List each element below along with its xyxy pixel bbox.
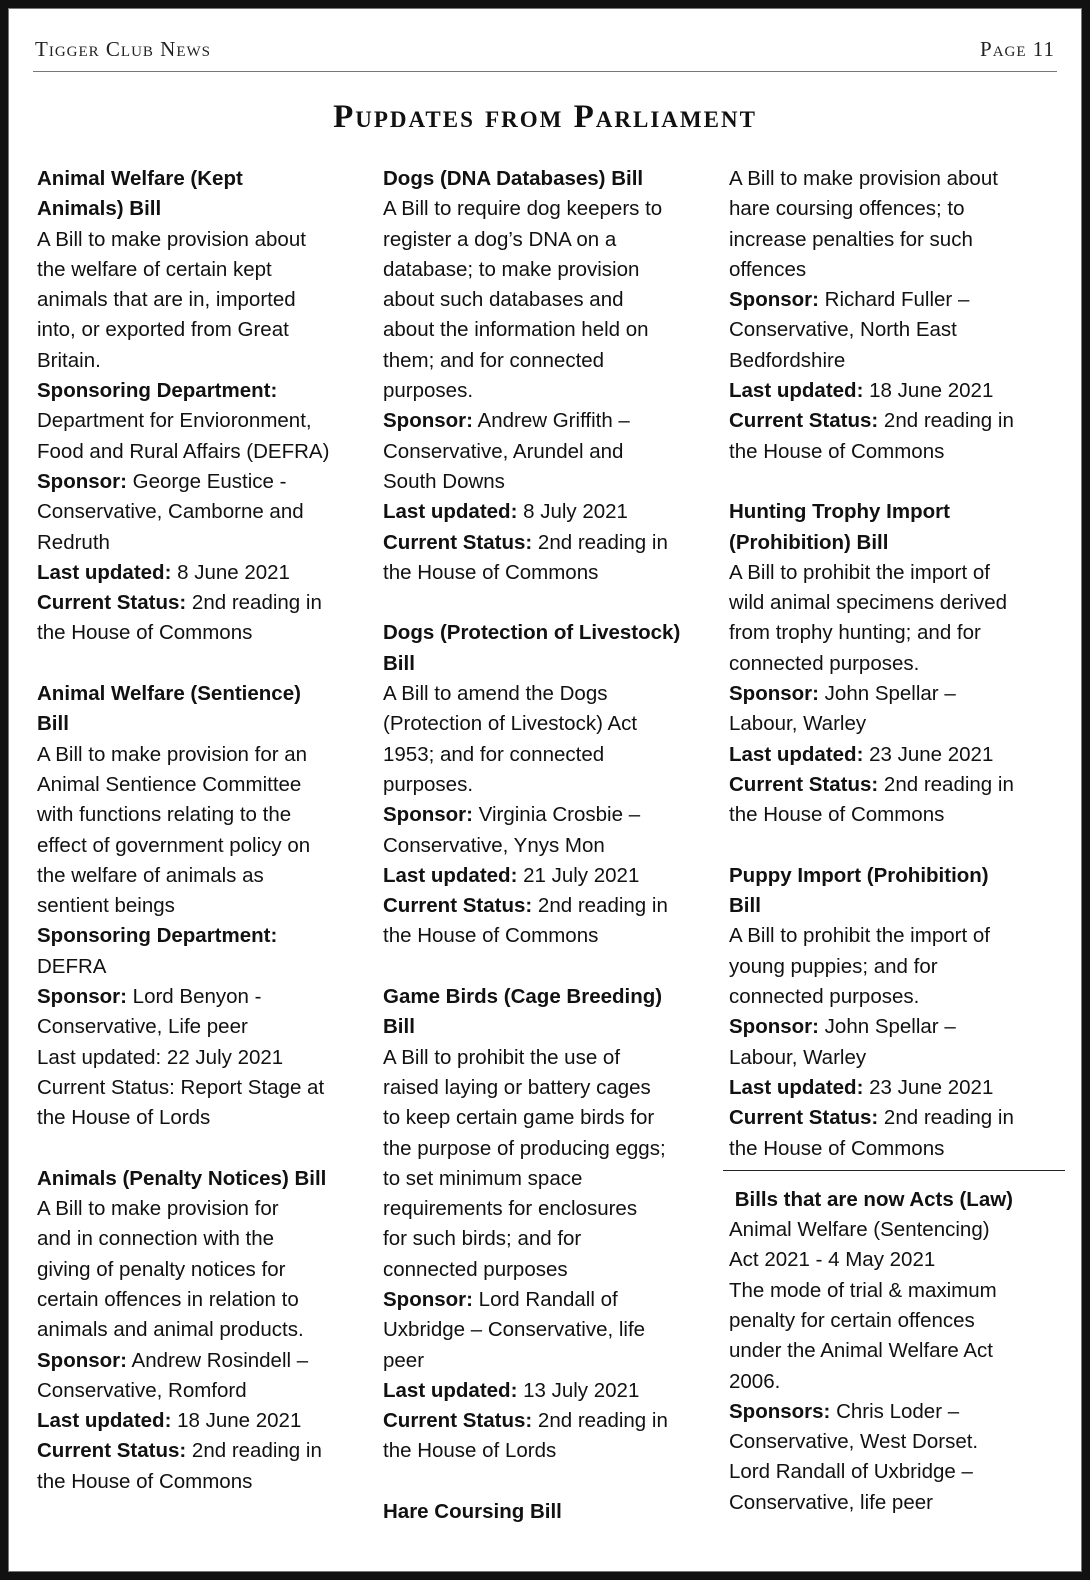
text-line: [383, 1043, 713, 1073]
line-text: Virginia Crosbie –: [472, 803, 641, 827]
line-text: Conservative, Camborne and: [37, 500, 304, 524]
line-text: 18 June 2021: [171, 1409, 302, 1433]
field-label: Current Status:: [383, 1409, 533, 1433]
text-line: [729, 1367, 1059, 1397]
line-text: Act 2021 - 4 May 2021: [729, 1248, 936, 1272]
line-text: A Bill to prohibit the import of: [729, 924, 990, 948]
line-text: young puppies; and for: [729, 954, 938, 978]
line-text: into, or exported from Great: [37, 318, 289, 342]
text-line: [37, 285, 367, 315]
line-text: Andrew Griffith –: [472, 409, 630, 433]
text-line: [729, 1488, 1059, 1518]
line-text: Animals (Penalty Notices) Bill: [37, 1166, 327, 1190]
text-line: [729, 164, 1059, 194]
text-line: [37, 1073, 367, 1103]
text-line: [729, 770, 1059, 800]
text-line: [729, 588, 1059, 618]
line-text: them; and for connected: [383, 348, 605, 372]
field-label: Current Status:: [729, 409, 879, 433]
line-text: Animal Welfare (Sentencing): [729, 1218, 990, 1242]
line-text: connected purposes.: [729, 651, 920, 675]
spacer: [729, 467, 1059, 497]
text-line: [37, 1436, 367, 1466]
line-text: purposes.: [383, 379, 474, 403]
text-line: [37, 740, 367, 770]
line-text: 2nd reading in: [878, 1106, 1014, 1130]
line-text: Lord Benyon -: [126, 985, 262, 1009]
line-text: offences: [729, 257, 807, 281]
line-text: Animal Welfare (Kept: [37, 167, 243, 190]
field-label: Last updated:: [37, 560, 172, 584]
line-text: the House of Commons: [729, 1136, 945, 1160]
text-line: [383, 497, 713, 527]
text-line: [729, 346, 1059, 376]
newsletter-page: [8, 8, 1082, 1572]
line-text: connected purposes: [383, 1257, 568, 1281]
text-line: [37, 1285, 367, 1315]
running-header: [33, 31, 1057, 72]
line-text: the House of Lords: [37, 1106, 211, 1130]
line-text: the welfare of animals as: [37, 863, 264, 887]
text-line: [37, 1043, 367, 1073]
text-line: [729, 315, 1059, 345]
bill-heading-line: [383, 982, 713, 1012]
line-text: 8 June 2021: [171, 560, 290, 584]
line-text: connected purposes.: [729, 985, 920, 1009]
text-line: [729, 982, 1059, 1012]
text-line: [729, 437, 1059, 467]
line-text: Conservative, North East: [729, 318, 957, 342]
spacer: [37, 1134, 367, 1164]
line-text: certain offences in relation to: [37, 1287, 299, 1311]
text-line: [729, 1245, 1059, 1275]
text-line: [729, 376, 1059, 406]
bill-heading-line: [383, 1497, 713, 1527]
bill-heading-line: [37, 194, 367, 224]
line-text: purposes.: [383, 772, 474, 796]
text-line: [729, 194, 1059, 224]
bill-heading-line: [37, 164, 367, 194]
line-text: hare coursing offences; to: [729, 197, 965, 221]
text-line: [383, 1103, 713, 1133]
line-text: for such birds; and for: [383, 1227, 582, 1251]
text-line: [383, 891, 713, 921]
text-line: [729, 1012, 1059, 1042]
line-text: Conservative, West Dorset.: [729, 1430, 979, 1454]
line-text: 2nd reading in: [532, 894, 668, 918]
text-line: [729, 649, 1059, 679]
line-text: A Bill to make provision about: [729, 167, 998, 190]
text-line: [383, 1376, 713, 1406]
line-text: (Protection of Livestock) Act: [383, 712, 638, 736]
text-line: [383, 740, 713, 770]
spacer: [729, 831, 1059, 861]
line-text: Game Birds (Cage Breeding): [383, 985, 663, 1009]
section-divider: [723, 1170, 1065, 1171]
field-label: Sponsor:: [37, 469, 127, 493]
line-text: Lord Randall of Uxbridge –: [729, 1460, 973, 1484]
text-line: [383, 1285, 713, 1315]
text-line: [383, 285, 713, 315]
text-line: [383, 558, 713, 588]
text-line: [383, 1134, 713, 1164]
text-line: [37, 952, 367, 982]
text-line: [37, 1224, 367, 1254]
line-text: database; to make provision: [383, 257, 640, 281]
line-text: from trophy hunting; and for: [729, 621, 981, 645]
line-text: Conservative, Romford: [37, 1378, 247, 1402]
line-text: A Bill to make provision about: [37, 227, 306, 251]
line-text: the House of Lords: [383, 1439, 557, 1463]
text-line: [37, 861, 367, 891]
field-label: Last updated:: [383, 863, 518, 887]
text-line: [729, 1043, 1059, 1073]
text-line: [383, 1073, 713, 1103]
line-text: 1953; and for connected: [383, 742, 605, 766]
text-line: [37, 770, 367, 800]
line-text: 2nd reading in: [532, 1409, 668, 1433]
line-text: Bill: [383, 651, 415, 675]
line-text: Chris Loder –: [830, 1399, 960, 1423]
text-line: [37, 346, 367, 376]
field-label: Last updated:: [729, 742, 864, 766]
text-line: [383, 1346, 713, 1376]
field-label: Last updated:: [37, 1409, 172, 1433]
line-text: requirements for enclosures: [383, 1197, 638, 1221]
line-text: Last updated: 22 July 2021: [37, 1045, 284, 1069]
line-text: John Spellar –: [818, 682, 956, 706]
line-text: Bedfordshire: [729, 348, 846, 372]
line-text: A Bill to make provision for an: [37, 742, 308, 766]
text-line: [37, 1103, 367, 1133]
text-line: [37, 406, 367, 436]
text-line: [729, 406, 1059, 436]
line-text: George Eustice -: [126, 469, 287, 493]
field-label: Current Status:: [729, 772, 879, 796]
line-text: (Prohibition) Bill: [729, 530, 889, 554]
line-text: the purpose of producing eggs;: [383, 1136, 666, 1160]
line-text: raised laying or battery cages: [383, 1075, 651, 1099]
text-line: [383, 467, 713, 497]
field-label: Sponsor:: [383, 409, 473, 433]
text-line: [383, 831, 713, 861]
text-line: [383, 861, 713, 891]
text-line: [729, 1103, 1059, 1133]
line-text: Britain.: [37, 348, 101, 372]
spacer: [383, 588, 713, 618]
text-line: [729, 679, 1059, 709]
text-line: [729, 1397, 1059, 1427]
line-text: John Spellar –: [818, 1015, 956, 1039]
text-line: [729, 921, 1059, 951]
text-line: [383, 921, 713, 951]
line-text: Dogs (DNA Databases) Bill: [383, 167, 644, 190]
line-text: peer: [383, 1348, 425, 1372]
text-line: [729, 255, 1059, 285]
line-text: the House of Commons: [37, 621, 253, 645]
line-text: 18 June 2021: [863, 379, 994, 403]
line-text: Conservative, life peer: [729, 1490, 933, 1514]
line-text: A Bill to amend the Dogs: [383, 682, 608, 706]
line-text: sentient beings: [37, 894, 175, 918]
line-text: animals and animal products.: [37, 1318, 304, 1342]
line-text: penalty for certain offences: [729, 1308, 975, 1332]
text-line: [383, 376, 713, 406]
line-text: Richard Fuller –: [818, 288, 970, 312]
line-text: 2nd reading in: [186, 591, 322, 615]
line-text: Conservative, Life peer: [37, 1015, 248, 1039]
line-text: Animal Welfare (Sentience): [37, 682, 301, 706]
text-line: [37, 1346, 367, 1376]
line-text: to keep certain game birds for: [383, 1106, 655, 1130]
field-label: Current Status:: [729, 1106, 879, 1130]
line-text: Conservative, Ynys Mon: [383, 833, 605, 857]
field-label: Sponsor:: [37, 1348, 127, 1372]
line-text: Labour, Warley: [729, 1045, 867, 1069]
line-text: Bill: [383, 1015, 415, 1039]
bill-heading-line: [383, 649, 713, 679]
field-label: Last updated:: [383, 500, 518, 524]
text-line: [383, 709, 713, 739]
text-line: [383, 315, 713, 345]
bill-heading-line: [37, 1164, 367, 1194]
line-text: Current Status: Report Stage at: [37, 1075, 325, 1099]
text-line: [729, 952, 1059, 982]
text-line: [37, 831, 367, 861]
line-text: 2nd reading in: [878, 409, 1014, 433]
line-text: 8 July 2021: [517, 500, 628, 524]
text-line: [729, 558, 1059, 588]
spacer: [37, 649, 367, 679]
column-2: [383, 164, 713, 1527]
line-text: animals that are in, imported: [37, 288, 296, 312]
field-label: Sponsors:: [729, 1399, 831, 1423]
text-line: [383, 1194, 713, 1224]
text-line: [383, 1224, 713, 1254]
line-text: register a dog’s DNA on a: [383, 227, 617, 251]
line-text: The mode of trial & maximum: [729, 1278, 997, 1302]
text-line: [37, 1194, 367, 1224]
text-line: [729, 1457, 1059, 1487]
line-text: 2006.: [729, 1369, 781, 1393]
line-text: increase penalties for such: [729, 227, 973, 251]
spacer: [383, 952, 713, 982]
line-text: A Bill to prohibit the import of: [729, 560, 990, 584]
text-line: [383, 770, 713, 800]
text-line: [383, 255, 713, 285]
line-text: South Downs: [383, 469, 505, 493]
text-line: [37, 1255, 367, 1285]
field-label: Current Status:: [37, 591, 187, 615]
text-line: [383, 1436, 713, 1466]
bill-heading-line: [383, 618, 713, 648]
text-line: [383, 1164, 713, 1194]
bill-heading-line: [37, 921, 367, 951]
text-line: [37, 467, 367, 497]
line-text: under the Animal Welfare Act: [729, 1339, 993, 1363]
line-text: the House of Commons: [729, 803, 945, 827]
field-label: Sponsor:: [729, 682, 819, 706]
field-label: Sponsor:: [383, 1287, 473, 1311]
line-text: Dogs (Protection of Livestock): [383, 621, 681, 645]
line-text: 23 June 2021: [863, 742, 994, 766]
line-text: giving of penalty notices for: [37, 1257, 286, 1281]
column-3: [729, 164, 1059, 1518]
line-text: the House of Commons: [383, 560, 599, 584]
bill-heading-line: [729, 528, 1059, 558]
line-text: 2nd reading in: [532, 530, 668, 554]
line-text: 21 July 2021: [517, 863, 640, 887]
line-text: the welfare of certain kept: [37, 257, 272, 281]
line-text: A Bill to require dog keepers to: [383, 197, 663, 221]
text-line: [383, 346, 713, 376]
text-line: [729, 1073, 1059, 1103]
text-line: [729, 740, 1059, 770]
text-line: [37, 1467, 367, 1497]
bill-heading-line: [37, 709, 367, 739]
text-line: [37, 891, 367, 921]
text-line: [383, 194, 713, 224]
line-text: A Bill to make provision for: [37, 1197, 279, 1221]
text-line: [37, 800, 367, 830]
text-line: [37, 437, 367, 467]
line-text: DEFRA: [37, 954, 107, 978]
field-label: Last updated:: [729, 1075, 864, 1099]
line-text: with functions relating to the: [37, 803, 292, 827]
line-text: A Bill to prohibit the use of: [383, 1045, 621, 1069]
text-line: [37, 255, 367, 285]
bill-heading-line: [729, 861, 1059, 891]
text-line: [37, 497, 367, 527]
bill-heading-line: [383, 164, 713, 194]
field-label: Sponsor:: [729, 288, 819, 312]
line-text: Uxbridge – Conservative, life: [383, 1318, 646, 1342]
text-line: [729, 1336, 1059, 1366]
text-line: [729, 285, 1059, 315]
line-text: about such databases and: [383, 288, 624, 312]
field-label: Last updated:: [383, 1378, 518, 1402]
text-line: [37, 225, 367, 255]
line-text: Department for Envioronment,: [37, 409, 312, 433]
text-line: [383, 225, 713, 255]
text-line: [383, 406, 713, 436]
bill-heading-line: [37, 376, 367, 406]
text-line: [37, 1315, 367, 1345]
article-title: Pupdates from Parliament: [333, 99, 757, 135]
text-line: [729, 709, 1059, 739]
bill-heading-line: [729, 497, 1059, 527]
column-1: [37, 164, 367, 1497]
text-line: [37, 588, 367, 618]
field-label: Current Status:: [383, 530, 533, 554]
line-text: Redruth: [37, 530, 110, 554]
line-text: Puppy Import (Prohibition): [729, 863, 989, 887]
text-line: [383, 679, 713, 709]
line-text: Sponsoring Department:: [37, 924, 278, 948]
text-line: [37, 315, 367, 345]
line-text: wild animal specimens derived: [729, 591, 1008, 615]
line-text: Animals) Bill: [37, 197, 162, 221]
text-line: [729, 1427, 1059, 1457]
text-line: [383, 528, 713, 558]
text-line: [383, 800, 713, 830]
text-line: [729, 1215, 1059, 1245]
line-text: the House of Commons: [37, 1469, 253, 1493]
line-text: effect of government policy on: [37, 833, 311, 857]
text-line: [729, 1276, 1059, 1306]
text-line: [729, 800, 1059, 830]
page-number: Page 11: [980, 37, 1055, 61]
text-line: [383, 1315, 713, 1345]
line-text: Bill: [37, 712, 69, 736]
bill-heading-line: [729, 891, 1059, 921]
line-text: Sponsoring Department:: [37, 379, 278, 403]
line-text: and in connection with the: [37, 1227, 275, 1251]
line-text: Food and Rural Affairs (DEFRA): [37, 439, 330, 463]
line-text: to set minimum space: [383, 1166, 583, 1190]
line-text: Conservative, Arundel and: [383, 439, 624, 463]
line-text: the House of Commons: [729, 439, 945, 463]
line-text: Labour, Warley: [729, 712, 867, 736]
field-label: Current Status:: [37, 1439, 187, 1463]
line-text: 13 July 2021: [517, 1378, 640, 1402]
text-line: [37, 1012, 367, 1042]
text-line: [37, 982, 367, 1012]
text-line: [383, 1255, 713, 1285]
text-line: [37, 1376, 367, 1406]
line-text: about the information held on: [383, 318, 649, 342]
field-label: Sponsor:: [729, 1015, 819, 1039]
field-label: Last updated:: [729, 379, 864, 403]
text-line: [729, 225, 1059, 255]
line-text: 2nd reading in: [878, 772, 1014, 796]
line-text: Animal Sentience Committee: [37, 772, 302, 796]
text-line: [729, 618, 1059, 648]
text-line: [729, 1306, 1059, 1336]
bill-heading-line: [729, 1185, 1059, 1215]
line-text: Hare Coursing Bill: [383, 1500, 562, 1524]
line-text: 23 June 2021: [863, 1075, 994, 1099]
line-text: Andrew Rosindell –: [126, 1348, 309, 1372]
line-text: 2nd reading in: [186, 1439, 322, 1463]
bill-heading-line: [383, 1012, 713, 1042]
line-text: Bills that are now Acts (Law): [729, 1187, 1014, 1211]
text-line: [37, 618, 367, 648]
text-line: [383, 437, 713, 467]
text-line: [37, 528, 367, 558]
text-line: [383, 1406, 713, 1436]
publication-name: Tigger Club News: [35, 37, 211, 61]
line-text: Lord Randall of: [472, 1287, 618, 1311]
field-label: Current Status:: [383, 894, 533, 918]
field-label: Sponsor:: [383, 803, 473, 827]
field-label: Sponsor:: [37, 985, 127, 1009]
text-line: [37, 558, 367, 588]
line-text: Hunting Trophy Import: [729, 500, 950, 524]
bill-heading-line: [37, 679, 367, 709]
line-text: Bill: [729, 894, 761, 918]
text-line: [37, 1406, 367, 1436]
spacer: [383, 1467, 713, 1497]
text-line: [729, 1134, 1059, 1164]
line-text: the House of Commons: [383, 924, 599, 948]
